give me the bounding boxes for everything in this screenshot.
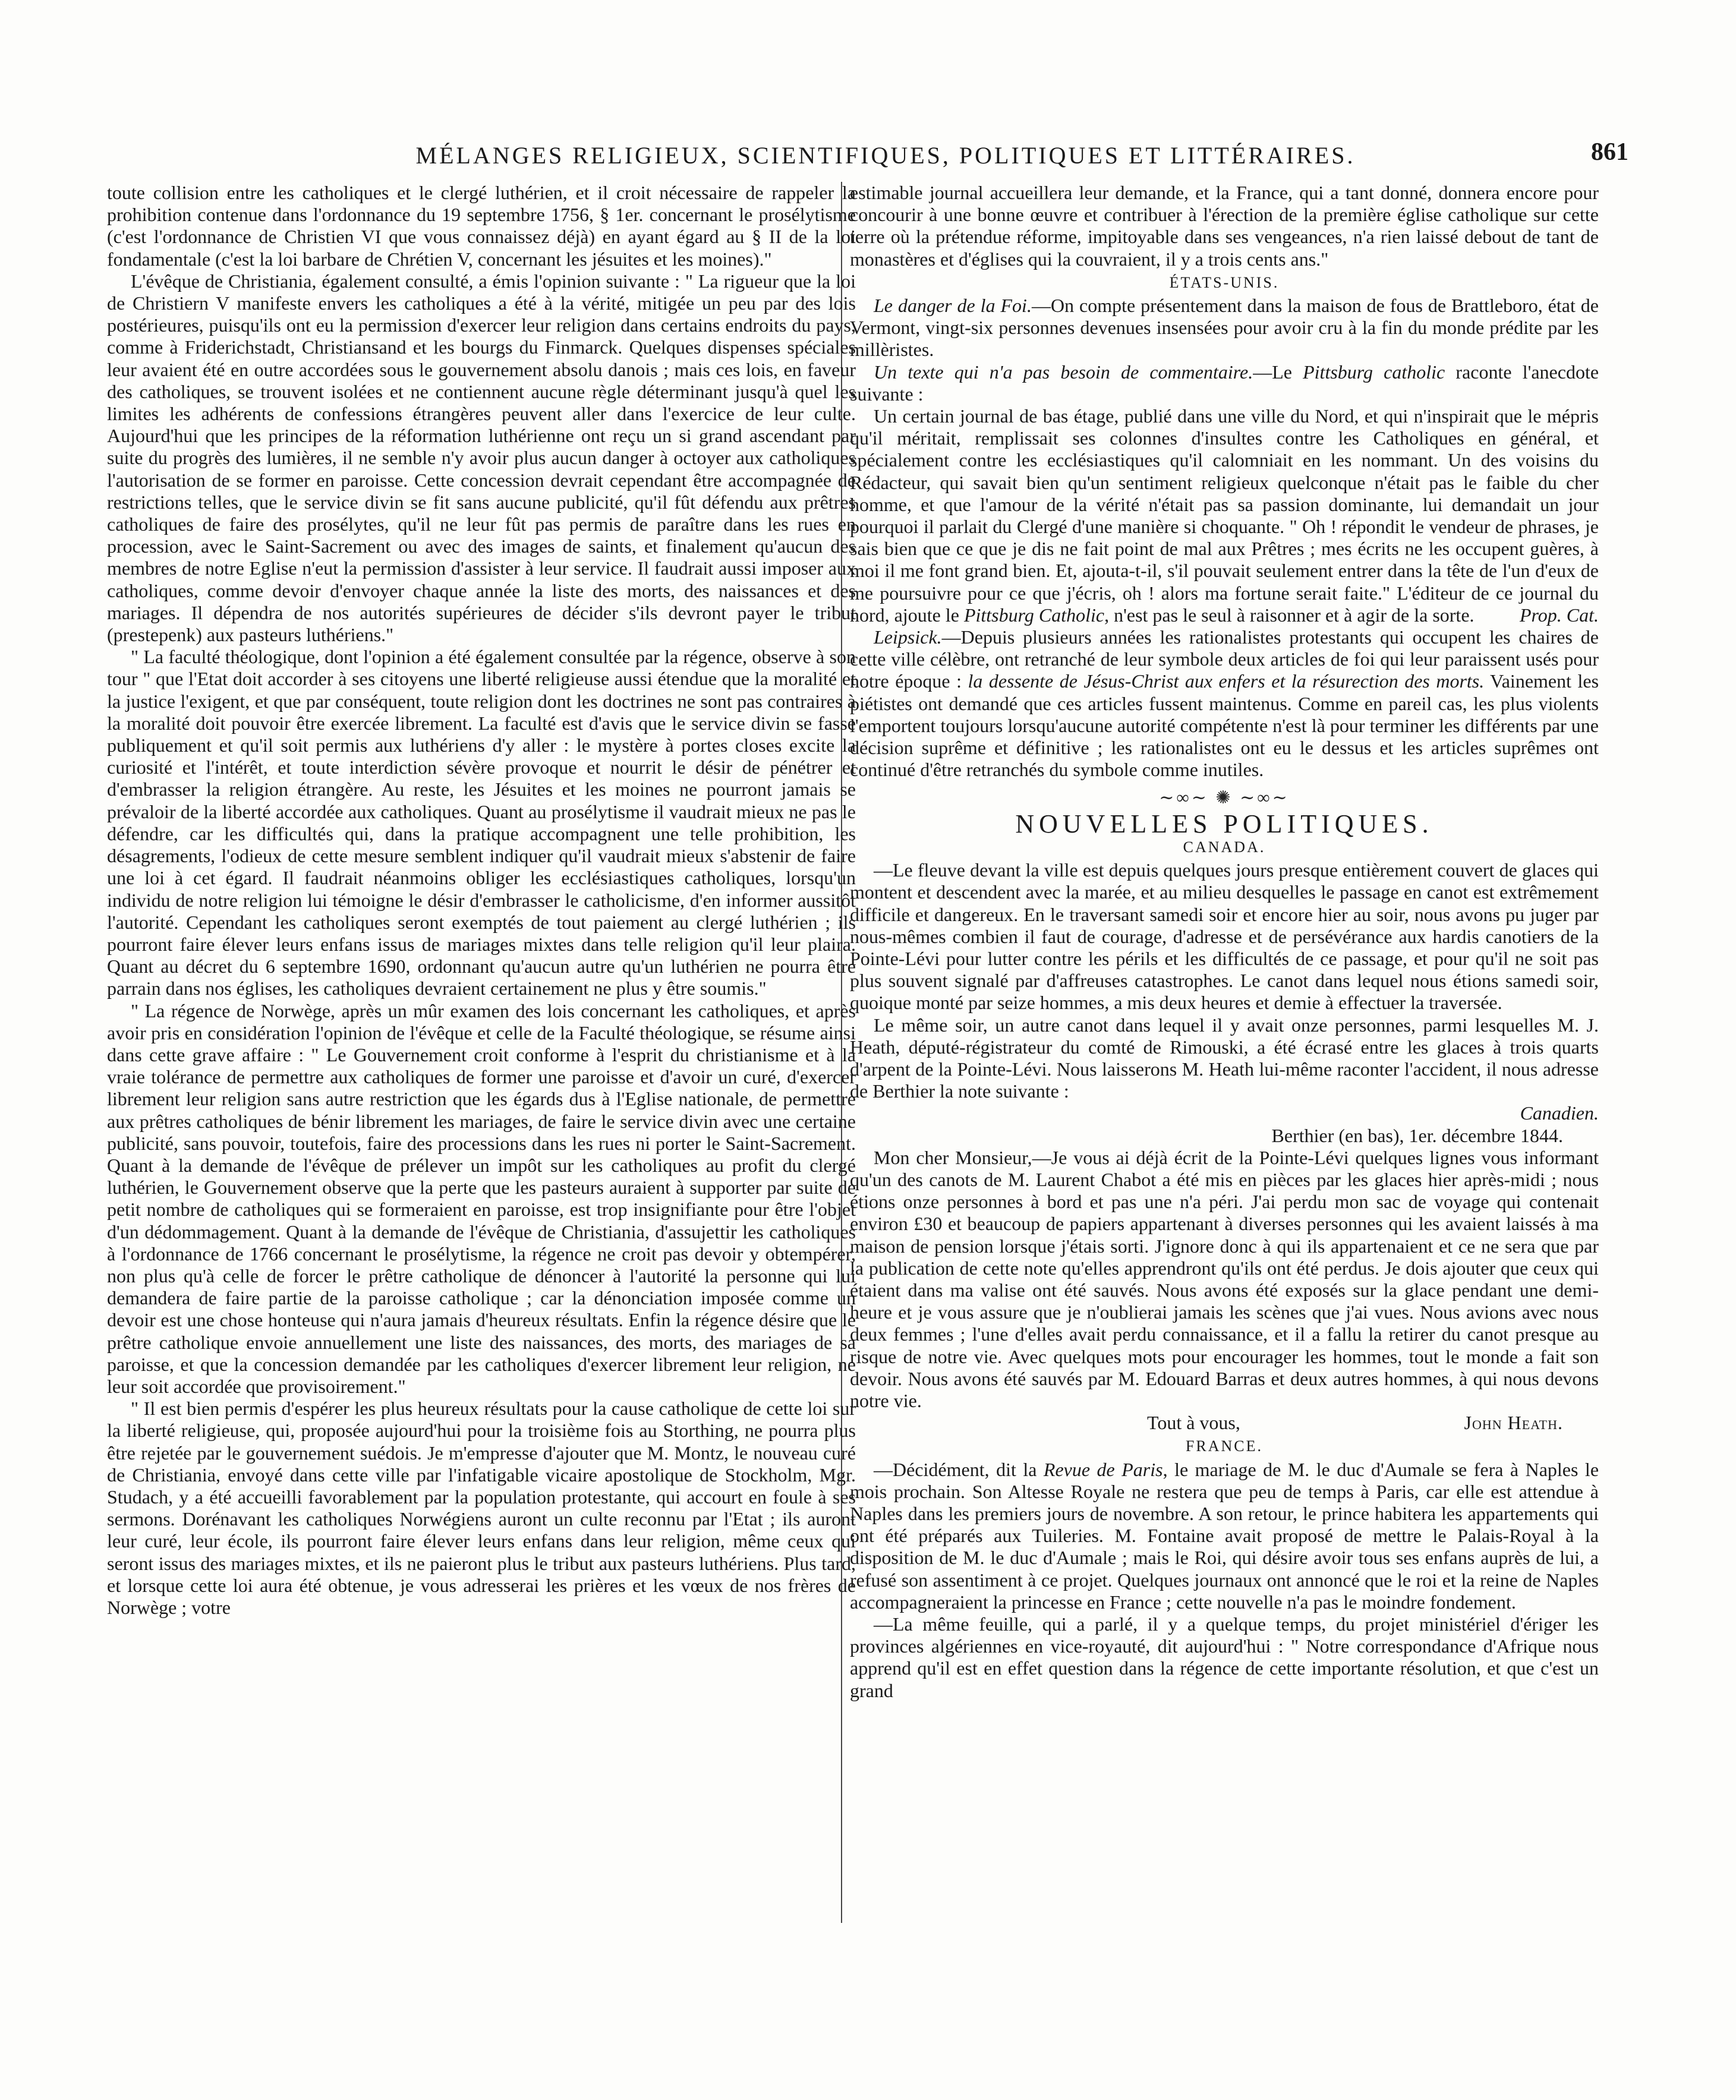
article-paragraph: Le même soir, un autre canot dans lequel il y avait onze personnes, parmi lesquelles M. J. Heath, député-régistrateur du comté de Rimouski, a été écrasé entre les glaces à trois quarts d'arpent de la Pointe-Lévi. Nous laisserons M. Heath lui-même raconter l'accident, il nous adresse de Berthier la note suivante : [850, 1014, 1599, 1102]
news-item-texte [850, 361, 1599, 405]
section-heading-news: NOUVELLES POLITIQUES. [1015, 809, 1433, 838]
news-item-danger [850, 295, 1599, 361]
page-title: MÉLANGES RELIGIEUX, SCIENTIFIQUES, POLITIQUES ET LITTÉRAIRES. [415, 142, 1356, 169]
journal-name: Pittsburg catholic [1303, 361, 1445, 383]
article-paragraph: estimable journal accueillera leur demande, et la France, qui a tant donné, donnera encore pour concourir à une bonne œuvre et contribuer à l'érection de la première église catholique sur cette terre où la prétendue réforme, impitoyable dans ses vengeances, n'a rien laissé debout de tant de monastères et d'églises qui la couvraient, il y a trois cents ans." [850, 182, 1599, 270]
ornament-divider: ∼∞∼ ✺ ∼∞∼ [1159, 788, 1290, 808]
letter-signature: John Heath. [1464, 1412, 1563, 1434]
news-item-leipsick [850, 626, 1599, 781]
source-credit: Prop. Cat. [1519, 604, 1599, 626]
section-heading-canada: CANADA. [1183, 838, 1266, 856]
anecdote-text: , n'est pas le seul à raisonner et à agir de la sorte. [1104, 604, 1475, 626]
anecdote-paragraph [850, 405, 1599, 626]
article-paragraph: toute collision entre les catholiques et le clergé luthérien, et il croit nécessaire de rappeler la prohibition contenue dans l'ordonnance du 19 septembre 1756, § 1er. concernant le prosélytisme (c'est l'ordonnance de Christien VI que vous connaissez déjà) en ayant égard au § II de la loi fondamentale (c'est la loi barbare de Chrétien V, concernant les jésuites et les moines)." [107, 182, 856, 270]
anecdote-text: Un certain journal de bas étage, publié dans une ville du Nord, et qui n'inspirait que le mépris qu'il méritait, remplissait ses colonnes d'insultes contre les Catholiques en général, et spécialement contre les ecclésiastiques qu'il calomniait en les nommant. Un des voisins du Rédacteur, qui savait bien qu'un sentiment religieux quelconque n'était pas le faible du cher homme, et que l'amour de la vérité n'était pas sa passion dominante, lui demandait un jour pourquoi il parlait du Clergé d'une manière si choquante. " Oh ! répondit le vendeur de phrases, je sais bien que ce que je dis ne fait point de mal aux Prêtres ; mes écrits ne les occupent guères, à moi il me font grand bien. Et, ajouta-t-il, s'il pouvait seulement entrer dans la tête de l'un d'eux de me poursuivre pour ce que j'écris, oh ! alors ma fortune serait faite." L'éditeur de ce journal du nord, ajoute le [850, 405, 1599, 626]
section-heading-etats-unis: ÉTATS-UNIS. [1169, 273, 1280, 291]
news-item-title: Un texte qui n'a pas besoin de commentaire. [874, 361, 1253, 383]
source-credit-text: Canadien. [1520, 1102, 1599, 1124]
news-item-title: Leipsick. [874, 626, 942, 648]
article-paragraph: " La régence de Norwège, après un mûr examen des lois concernant les catholiques, et après avoir pris en considération l'opinion de l'évêque et celle de la Faculté théologique, se résume ainsi dans cette grave affaire : " Le Gouvernement croit conforme à l'esprit du christianisme et à la vraie tolérance de permettre aux catholiques de former une paroisse et d'avoir un curé, d'exercer librement leur religion sans autre restriction que les égards dus à l'Eglise nationale, de permettre aux prêtres catholiques de bénir librement les mariages, de faire le service divin avec une certaine publicité, sans pouvoir, toutefois, faire des processions dans les rues ni porter le Saint-Sacrement. Quant à la demande de l'évêque de prélever un impôt sur les catholiques au profit du clergé luthérien, le Gouvernement observe que la perte que les pasteurs auraient à supporter par suite de petit nombre de catholiques qui se formeraient en paroisse, est trop insignifiante pour être l'objet d'un dédommagement. Quant à la demande de l'évêque de Christiania, d'assujettir les catholiques à l'ordonnance de 1766 concernant le prosélytisme, la régence ne croit pas devoir y obtempérer, non plus qu'à celle de forcer le prêtre catholique de dénoncer à l'autorité la personne qui lui demandera de faire partie de la paroisse catholique ; car la dénonciation imposée comme un devoir est une chose honteuse qui n'aura jamais d'heureux résultats. Enfin la régence désire que le prêtre catholique envoie annuellement une liste des naissances, des morts, des mariages de sa paroisse, et que la concession demandée par les catholiques d'exercer librement leur religion, ne leur soit accordée que provisoirement." [107, 999, 856, 1397]
article-paragraph: L'évêque de Christiania, également consulté, a émis l'opinion suivante : " La rigueur que la loi de Christiern V manifeste envers les catholiques a été à la vérité, mitigée un peu par des lois postérieures, puisqu'ils ont eu la permission d'exercer leur religion dans certains endroits du pays, comme à Friderichstadt, Christiansand et les bourgs du Finmarck. Quelques dispenses spéciales leur avaient été en outre accordées sous le gouvernement absolu danois ; mais ces lois, en faveur des catholiques, se trouvent isolées et ne contiennent aucune règle déterminant jusqu'à quel les limites les adhérents de confessions étrangères peuvent aller dans l'exercice de leur culte. Aujourd'hui que les principes de la réformation luthérienne ont reçu un si grand ascendant par suite du progrès des lumières, il ne semble n'y avoir plus aucun danger à octoyer aux catholiques l'autorisation de se former en paroisse. Cette concession devrait cependant être accompagnée de restrictions telles, que le service divin se fit sans aucune publicité, qu'il fût défendu aux prêtres catholiques de faire des prosélytes, qu'il ne leur fût pas permis de paraître dans les rues en procession, avec le Saint-Sacrement ou avec des images de saints, et finalement qu'aucun des membres de notre Eglise n'eut la permission d'assister à leur service. Il faudrait aussi imposer aux catholiques, comme devoir d'envoyer chaque année la liste des morts, des naissances et des mariages. Il dépendra de nos autorités supérieures de décider s'ils devront payer le tribut (prestepenk) aux pasteurs luthériens." [107, 270, 856, 646]
article-paragraph [850, 1459, 1599, 1613]
article-paragraph: —La même feuille, qui a parlé, il y a quelque temps, du projet ministériel d'ériger les provinces algériennes en vice-royauté, dit aujourd'hui : " Notre correspondance d'Afrique nous apprend qu'il est en effet question dans la régence de cette importante résolution, et que c'est un grand [850, 1613, 1599, 1701]
section-heading-france: FRANCE. [1185, 1437, 1264, 1455]
news-item-text: —Le [1253, 361, 1292, 383]
quoted-articles: la dessente de Jésus-Christ aux enfers et la résurection des morts. [968, 670, 1485, 692]
left-column [107, 182, 856, 1619]
letter-signature-line [850, 1412, 1599, 1434]
news-item-title: Le danger de la Foi. [874, 295, 1032, 317]
letter-body: Mon cher Monsieur,—Je vous ai déjà écrit de la Pointe-Lévi quelques lignes vous informant qu'un des canots de M. Laurent Chabot a été mis en pièces par les glaces hier après-midi ; nous étions onze personnes à bord et pas une n'a péri. J'ai perdu mon sac de voyage qui contenait environ £30 et beaucoup de papiers appartenant à diverses personnes qui les avaient laissés à ma maison de pension lorsque j'étais sorti. J'ignore donc à qui ils appartenaient et ce ne sera que par la publication de cette note qu'elles apprendront qu'ils ont été perdus. Je dois ajouter que ceux qui étaient dans ma valise ont été sauvés. Nous avons été exposés sur la glace pendant une demi-heure et je vous assure que je n'oublierai jamais les scènes que j'ai vues. Nous avions avec nous deux femmes ; l'une d'elles avait perdu connaissance, et il a fallu la retirer du canot presque au risque de notre vie. Avec quelques mots pour encourager les hommes, tout le monde a fait son devoir. Nous avons été sauvés par M. Edouard Barras et deux autres hommes, à qui nous devons notre vie. [850, 1146, 1599, 1411]
journal-name: Pittsburg Catholic [963, 604, 1105, 626]
news-item-text: raconte l'anecdote suivante : [850, 361, 1599, 405]
letter-closing: Tout à vous, [1147, 1412, 1240, 1434]
news-item-text: Vainement les piétistes ont demandé que ces articles fussent maintenus. Comme en pareil cas, les plus violents l'emportent toujours lorsqu'aucune autorité compétente n'est là pour terminer les différents par une décision suprême et définitive ; les rationalistes ont eu le dessus et les articles suprêmes ont continué d'être retranchés du symbole comme inutiles. [850, 670, 1599, 781]
source-credit [850, 1102, 1599, 1124]
running-head [107, 138, 1628, 177]
article-text: —Décidément, dit la [874, 1458, 1037, 1480]
right-column [850, 182, 1599, 1702]
news-item-text: —Depuis plusieurs années les rationalistes protestants qui occupent les chaires de cette ville célèbre, ont retranché de leur symbole deux articles de foi qui leur paraissent usés pour notre époque : [850, 626, 1599, 692]
letter-dateline: Berthier (en bas), 1er. décembre 1844. [1271, 1124, 1563, 1146]
news-item-text: —On compte présentement dans la maison de fous de Brattleboro, état de Vermont, vingt-six personnes devenues insensées pour avoir cru à la fin du monde prédite par les millèristes. [850, 295, 1599, 361]
page-number: 861 [1591, 138, 1628, 166]
article-paragraph: —Le fleuve devant la ville est depuis quelques jours presque entièrement couvert de glaces qui montent et descendent avec la marée, et au milieu desquelles le passage en canot est extrêmement difficile et dangereux. En le traversant samedi soir et encore hier au soir, nous avons pu juger par nous-mêmes combien il faut de courage, d'adresse et de persévérance aux hardis canotiers de la Pointe-Lévi pour lutter contre les périls et les difficultés de ce passage, et pour qu'il ne soit pas plus souvent signalé par d'affreuses catastrophes. Le canot dans lequel nous étions samedi soir, quoique monté par seize hommes, a mis deux heures et demie à effectuer la traversée. [850, 859, 1599, 1014]
article-text: , le mariage de M. le duc d'Aumale se fera à Naples le mois prochain. Son Altesse Royale ne restera que peu de temps à Paris, car elle est attendue à Naples dans les premiers jours de novembre. A son retour, le prince habitera les appartements qui ont été préparés aux Tuileries. M. Fontaine avait proposé de mettre le Palais-Royal à la disposition de M. le duc d'Aumale ; mais le Roi, qui désire avoir tous ses enfans auprès de lui, a refusé son assentiment à ce projet. Quelques journaux ont annoncé que le roi et la reine de Naples accompagneraient la princesse en France ; cette nouvelle n'a pas le moindre fondement. [850, 1458, 1599, 1613]
article-paragraph: " Il est bien permis d'espérer les plus heureux résultats pour la cause catholique de cette loi sur la liberté religieuse, qui, proposée aujourd'hui pour la troisième fois au Storthing, ne pourra plus être rejetée par le gouvernement suédois. Je m'empresse d'ajouter que M. Montz, le nouveau curé de Christiania, envoyé dans cette ville par l'infatigable vicaire apostolique de Stockholm, Mgr. Studach, y a été accueilli favorablement par la population protestante, qui accourt en foule à ses sermons. Dorénavant les catholiques Norwégiens auront un culte reconnu par l'Etat ; ils auront leur curé, leur école, ils pourront faire élever leurs enfans dans leur religion, même ceux qui seront issus des mariages mixtes, et ils ne paieront plus le tribut aux pasteurs luthériens. Plus tard, et lorsque cette loi aura été obtenue, je vous adresserai les prières et les vœux de nos frères de Norwège ; votre [107, 1398, 856, 1618]
article-paragraph: " La faculté théologique, dont l'opinion a été également consultée par la régence, observe à son tour " que l'Etat doit accorder à ses citoyens une liberté religieuse aussi étendue que la moralité et la justice l'exigent, et que par conséquent, toute religion dont les doctrines ne sont pas contraires à la moralité doit pouvoir être exercée librement. La faculté est d'avis que le service divin se fasse publiquement et qu'il soit permis aux luthériens d'y aller : le mystère à portes closes excite la curiosité et l'intérêt, et toute interdiction sévère provoque et nourrit le désir de pénétrer et d'embrasser la religion étrangère. Au reste, les Jésuites et les moines ne pourront jamais se prévaloir de la liberté accordée aux catholiques. Quant au prosélytisme il vaudrait mieux ne pas le défendre, car les difficultés qui, dans la pratique accompagnent une telle prohibition, les désagrements, l'odieux de cette mesure semblent indiquer qu'il vaudrait mieux s'abstenir de faire une loi à cet égard. Il faudrait néanmoins obliger les ecclésiastiques catholiques, lorsqu'un individu de notre religion lui témoigne le désir d'embrasser le catholicisme, d'en informer aussitôt l'autorité. Cependant les catholiques seront exemptés de tout paiement au clergé luthérien ; ils pourront faire élever leurs enfans issus de mariages mixtes dans telle religion qu'il leur plaira. Quant au décret du 6 septembre 1690, ordonnant qu'aucun autre qu'un luthérien ne pourra être parrain dans nos églises, les catholiques devraient certainement ne plus y être soumis." [107, 646, 856, 999]
journal-name: Revue de Paris [1043, 1458, 1163, 1480]
